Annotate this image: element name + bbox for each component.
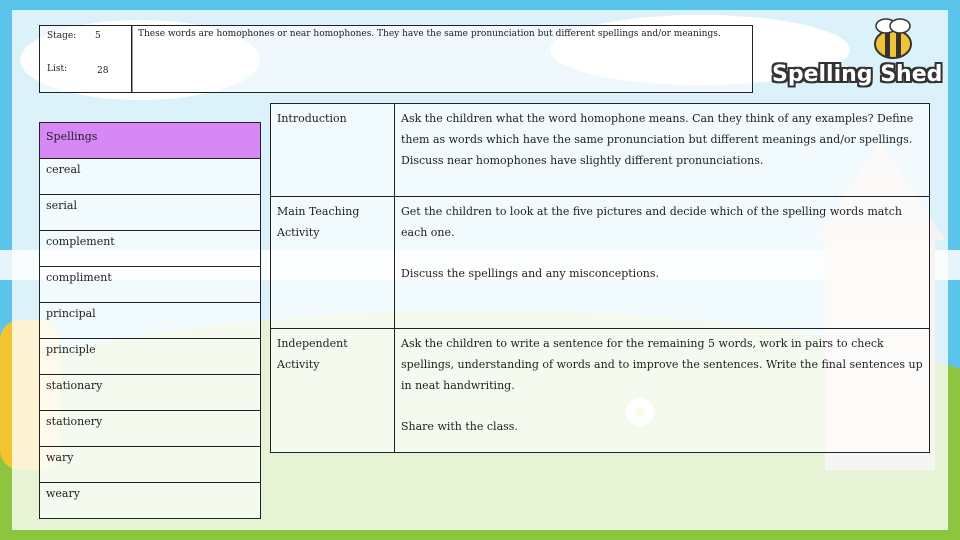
bee-icon	[868, 14, 918, 64]
lesson-row-main-teaching	[270, 196, 930, 329]
spelling-word: stationery	[39, 410, 261, 447]
spelling-word: principle	[39, 338, 261, 375]
lesson-row-text: Get the children to look at the five pictures and decide which of the spelling words match each one.	[401, 205, 902, 239]
stage-label: Stage:	[47, 31, 77, 41]
lesson-row-text-block	[395, 197, 929, 328]
lesson-row-label: Introduction	[271, 104, 395, 196]
spelling-word: weary	[39, 482, 261, 519]
spellings-header: Spellings	[39, 122, 261, 159]
stage-box	[39, 25, 133, 93]
lesson-row-text: Ask the children to write a sentence for the remaining 5 words, work in pairs to check spellings, understanding of words and to improve the sentences. Write the final sentences up in neat handwriting.	[401, 337, 923, 392]
lesson-row-independent	[270, 328, 930, 453]
spelling-word: stationary	[39, 374, 261, 411]
lesson-row-text-2: Share with the class.	[401, 420, 518, 433]
logo-text: Spelling Shed	[772, 62, 943, 87]
spelling-word: compliment	[39, 266, 261, 303]
lesson-plan-table	[270, 103, 930, 453]
lesson-row-text-block	[395, 329, 929, 452]
spelling-word: complement	[39, 230, 261, 267]
spelling-word: wary	[39, 446, 261, 483]
spelling-word: principal	[39, 302, 261, 339]
lesson-row-label: Independent Activity	[271, 329, 395, 452]
lesson-row-label: Main Teaching Activity	[271, 197, 395, 328]
spelling-word: cereal	[39, 158, 261, 195]
description-box	[131, 25, 753, 93]
lesson-row-text-2: Discuss the spellings and any misconceptions.	[401, 267, 660, 280]
lesson-row-text: Ask the children what the word homophone means. Can they think of any examples? Define them as words which have the same pronunciation but different meanings and/or spellings. Discuss near homophones have slightly different pronunciations.	[401, 112, 914, 167]
spelling-word: serial	[39, 194, 261, 231]
description-text: These words are homophones or near homophones. They have the same pronunciation but different spellings and/or meanings.	[138, 29, 721, 39]
list-label: List:	[47, 64, 68, 74]
list-value: 28	[97, 66, 109, 76]
stage-value: 5	[95, 31, 101, 41]
lesson-row-introduction	[270, 103, 930, 197]
